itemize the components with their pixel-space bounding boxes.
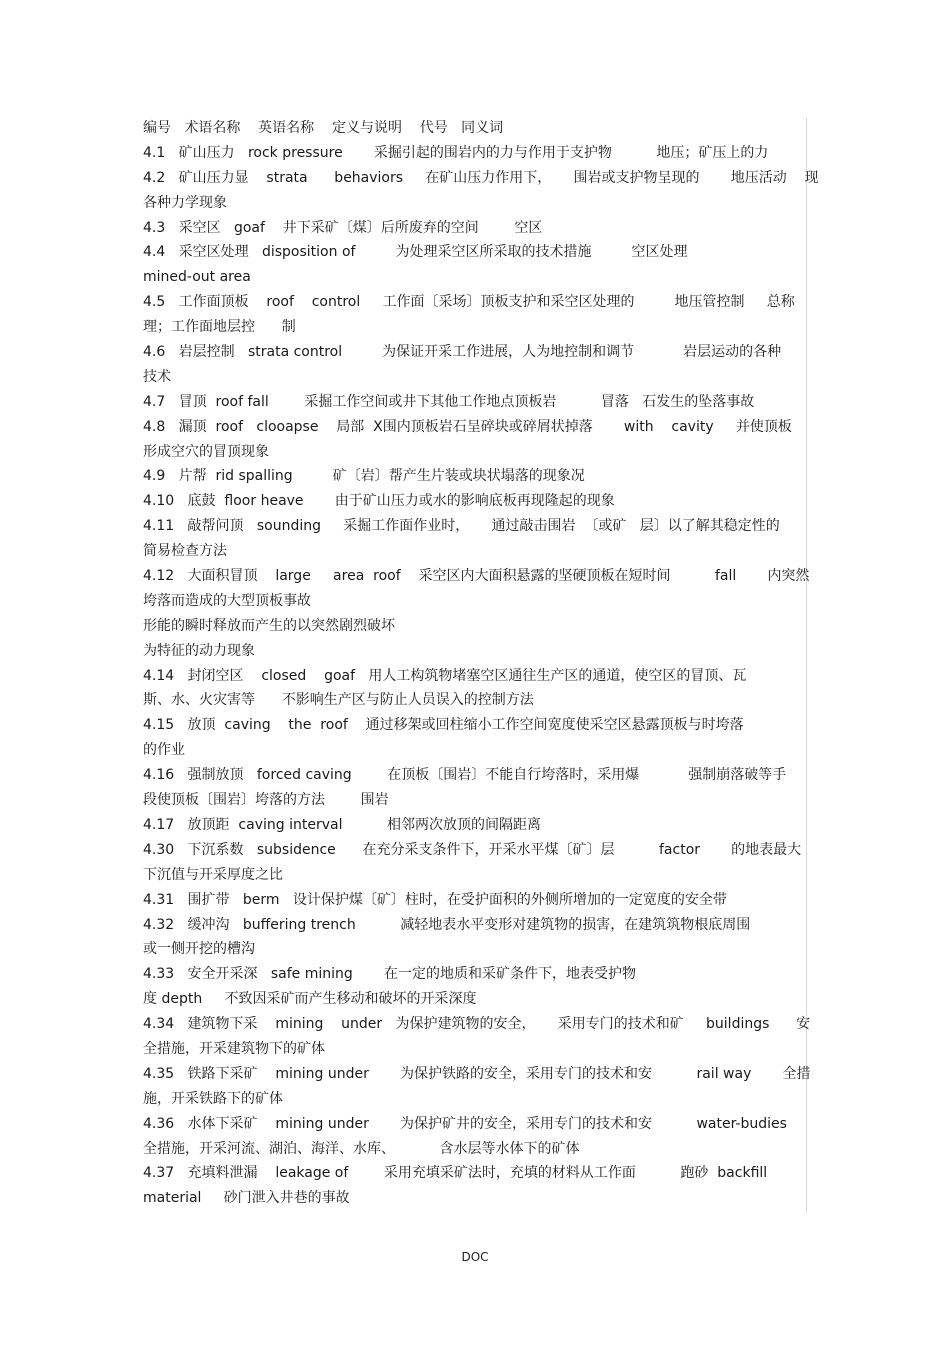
page-footer-label: DOC [461, 1250, 489, 1264]
text-line: 4.6 岩层控制 strata control 为保证开采工作进展，人为地控制和调节 岩层运动的各种 [143, 344, 782, 361]
text-line: 理；工作面地层控 制 [143, 319, 296, 336]
text-line: 4.32 缓冲沟 buffering trench 减轻地表水平变形对建筑物的损害，在建筑筑物根底周围 [143, 916, 751, 933]
text-line: 或一侧开挖的槽沟 [143, 941, 255, 958]
text-line: 简易检查方法 [143, 543, 227, 560]
text-line: 形成空穴的冒顶现象 [143, 443, 269, 460]
text-line: 4.36 水体下采矿 mining under 为保护矿井的安全，采用专门的技术和安 water-budies [143, 1115, 787, 1132]
text-line: 4.30 下沉系数 subsidence 在充分采支条件下，开采水平煤〔矿〕层 factor 的地表最大 [143, 841, 802, 858]
text-line: 4.33 安全开采深 safe mining 在一定的地质和采矿条件下，地表受护物 [143, 966, 636, 983]
table-header: 编号 术语名称 英语名称 定义与说明 代号 同义词 [143, 120, 504, 136]
text-line: 段使顶板〔围岩〕垮落的方法 围岩 [143, 792, 389, 809]
text-line: 全措施，开采河流、湖泊、海洋、水库、 含水层等水体下的矿体 [143, 1140, 580, 1157]
text-line: 4.35 铁路下采矿 mining under 为保护铁路的安全，采用专门的技术和安 rail way 全措 [143, 1065, 811, 1082]
text-line: 形能的瞬时释放而产生的以突然剧烈破坏 [143, 617, 395, 634]
text-line: 4.31 围扩带 berm 设计保护煤〔矿〕柱时，在受护面积的外侧所增加的一定宽度的安全带 [143, 891, 727, 908]
text-line: 为特征的动力现象 [143, 642, 255, 659]
text-line: 4.11 敲帮问顶 sounding 采掘工作面作业时， 通过敲击围岩 〔或矿 层〕以了解其稳定性的 [143, 518, 780, 535]
text-line: 下沉值与开采厚度之比 [143, 866, 283, 883]
text-line: 4.2 矿山压力显 strata behaviors 在矿山压力作用下， 围岩或支护物呈现的 地压活动 现 [143, 169, 819, 186]
text-line: 4.3 采空区 goaf 井下采矿〔煤〕后所废弃的空间 空区 [143, 219, 543, 236]
text-line: 4.5 工作面顶板 roof control 工作面〔采场〕顶板支护和采空区处理的 地压管控制 总称 [143, 294, 795, 311]
text-line: 4.34 建筑物下采 mining under 为保护建筑物的安全， 采用专门的技术和矿 buildings 安 [143, 1016, 811, 1033]
text-line: 的作业 [143, 742, 185, 759]
text-line: 4.4 采空区处理 disposition of 为处理采空区所采取的技术措施 空区处理 [143, 244, 688, 261]
text-line: mined-out area [143, 269, 251, 286]
text-line: 技术 [143, 368, 171, 385]
page-right-rule [806, 118, 807, 1212]
text-line: 垮落而造成的大型顶板事故 [143, 592, 311, 609]
text-line: 4.17 放顶距 caving interval 相邻两次放顶的间隔距离 [143, 816, 541, 833]
document-body [143, 116, 819, 1211]
text-line: 各种力学现象 [143, 194, 227, 211]
text-line: 施，开采铁路下的矿体 [143, 1090, 283, 1107]
text-line: 全措施，开采建筑物下的矿体 [143, 1040, 325, 1057]
text-line: 4.12 大面积冒顶 large area roof 采空区内大面积悬露的坚硬顶板在短时间 fall 内突然 [143, 568, 810, 585]
text-line: 4.1 矿山压力 rock pressure 采掘引起的围岩内的力与作用于支护物 地压；矿压上的力 [143, 144, 769, 161]
text-line: 4.14 封闭空区 closed goaf 用人工构筑物堵塞空区通往生产区的通道，使空区的冒顶、瓦 [143, 667, 747, 684]
text-line: 4.9 片帮 rid spalling 矿〔岩〕帮产生片装或块状塌落的现象况 [143, 468, 585, 485]
text-line: 4.37 充填料泄漏 leakage of 采用充填采矿法时，充填的材料从工作面 跑砂 backfill [143, 1165, 768, 1182]
text-line: 4.10 底鼓 floor heave 由于矿山压力或水的影响底板再现隆起的现象 [143, 493, 615, 510]
text-line: 度 depth 不致因采矿而产生移动和破坏的开采深度 [143, 991, 477, 1008]
text-line: 斯、水、火灾害等 不影响生产区与防止人员误入的控制方法 [143, 692, 534, 709]
text-line: 4.16 强制放顶 forced caving 在顶板〔围岩〕不能自行垮落时，采用爆 强制崩落破等手 [143, 767, 787, 784]
text-line: 4.8 漏顶 roof clooapse 局部 X围内顶板岩石呈碎块或碎屑状掉落 with cavity 并使顶板 [143, 418, 792, 435]
text-line: 4.7 冒顶 roof fall 采掘工作空间或井下其他工作地点顶板岩 冒落 石发生的坠落事故 [143, 393, 755, 410]
text-line: 4.15 放顶 caving the roof 通过移架或回柱缩小工作空间宽度使采空区悬露顶板与时垮落 [143, 717, 744, 734]
text-line: material 砂门泄入井巷的事故 [143, 1190, 350, 1207]
